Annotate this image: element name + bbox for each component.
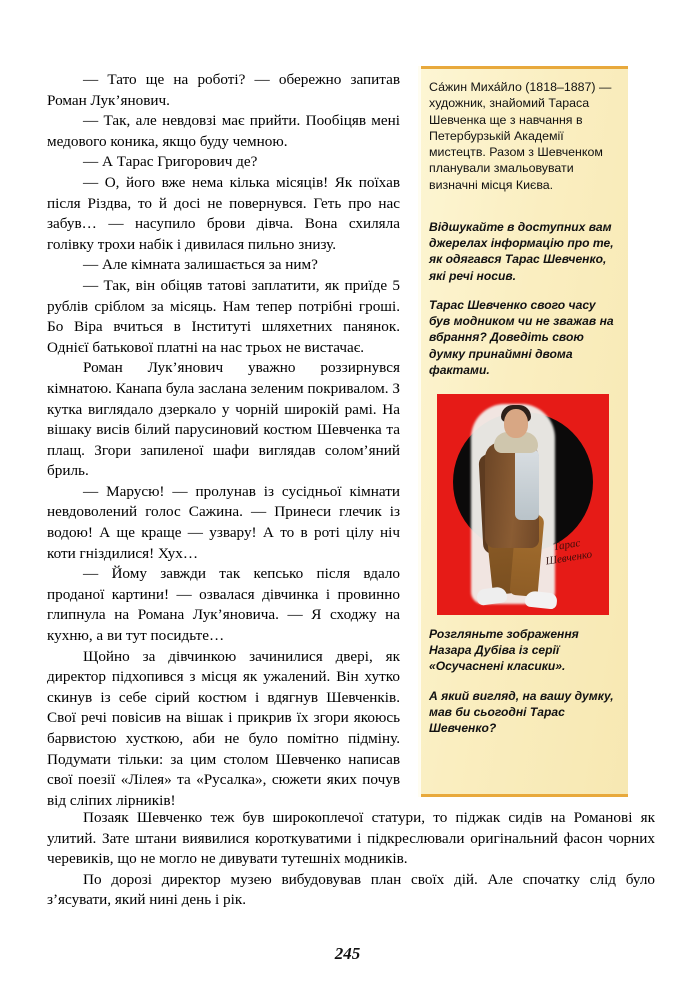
paragraph: — Йому завжди так кепсько після вдало проданої картини! — озвалася дівчинка і провинно глипнула на Романа Лук’яновича. — Я сходжу на кухню, а ви тут посидьте… (47, 565, 400, 645)
main-text-column-full (47, 808, 655, 911)
paragraph: — О, його вже нема кілька місяців! Як поїхав після Різдва, то й досі не повернувся. Геть про нас забув… — насупило брови дівча. Вона схиляла голівку трохи набік і дивилася пильно знизу. (47, 173, 400, 253)
paragraph: Щойно за дівчинкою зачинилися двері, як директор підхопився з місця як ужалений. Він хутко скинув із себе сірий костюм і вдягнув Шевченків. Свої речі повісив на вішак і прикрив їх згори якоюсь барвистою хусткою, аби не було помітно підміну. Подумати тільки: за цим столом Шевченко написав свої поезії «Лілея» та «Русалка», сюжети яких почув від сліпих лірників! (47, 647, 400, 809)
illustration-modernized-shevchenko (437, 394, 609, 615)
sidebar-illustration-caption: Розгляньте зображення Назара Дубіва із серії «Осучаснені класики». (429, 626, 579, 674)
main-text-column-narrow (47, 70, 400, 811)
page-number: 245 (334, 944, 361, 963)
paragraph: — Марусю! — пролунав із сусідньої кімнати невдоволений голос Сажина. — Принеси глечик із водою! А ще краще — узвару! А то в роті цілу ніч коти гніздилися! Хух… (47, 482, 400, 562)
paragraph: Позаяк Шевченко теж був широкоплечої статури, то піджак сидів на Романові як улитий. Зате штани виявилися короткуватими і підкреслювали оригінальний фасон чорних черевиків, що не могло не дивувати тутешніх модників. (47, 809, 655, 868)
sidebar-question-2: Тарас Шевченко свого часу був модником чи не зважав на вбрання? Доведіть свою думку принаймні двома фактами. (429, 297, 614, 377)
figure-shoe-right (524, 590, 557, 609)
sidebar-question-1: Відшукайте в доступних вам джерелах інформацію про те, як одягався Тарас Шевченко, які речі носив. (429, 220, 614, 283)
paragraph: — Так, але невдовзі має прийти. Пообіцяв мені медового коника, якщо буду чемною. (47, 112, 400, 150)
paragraph: Роман Лук’янович уважно роззирнувся кімнатою. Канапа була заслана зеленим покривалом. З кутка виглядало дзеркало у чорній широкій рамі. На вішаку висів білий парусиновий костюм Шевченка та плащ. Згори запиленої шафи виглядав солом’яний бриль. (47, 359, 400, 480)
sidebar-panel (418, 66, 628, 797)
sidebar-question-3: А який вигляд, на вашу думку, мав би сьогодні Тарас Шевченко? (429, 688, 614, 735)
paragraph: — Тато ще на роботі? — обережно запитав Роман Лук’янович. (47, 71, 400, 109)
sidebar-biography-note: Са́жин Миха́йло (1818–1887) — художник, знайомий Тараса Шевченка ще з навчання в Петербурзькій Академії мистецтв. Разом з Шевченком планували змальовувати визначні місця Києва. (429, 80, 612, 192)
paragraph: — Але кімната залишається за ним? (83, 256, 318, 274)
figure-head (504, 409, 528, 438)
paragraph: — Так, він обіцяв татові заплатити, як приїде 5 рублів сріблом за місяць. Нам тепер потрібні гроші. Бо Віра вчиться в Інституті шляхетних панянок. Однієї батькової платні на нас трьох не вистачає. (47, 276, 400, 356)
paragraph: По дорозі директор музею вибудовував план своїх дій. Але спочатку слід було з’ясувати, який нині день і рік. (47, 870, 655, 909)
figure-shirt (515, 448, 539, 520)
illustration-signature: Тарас Шевченко (544, 537, 593, 568)
paragraph: — А Тарас Григорович де? (83, 153, 258, 171)
